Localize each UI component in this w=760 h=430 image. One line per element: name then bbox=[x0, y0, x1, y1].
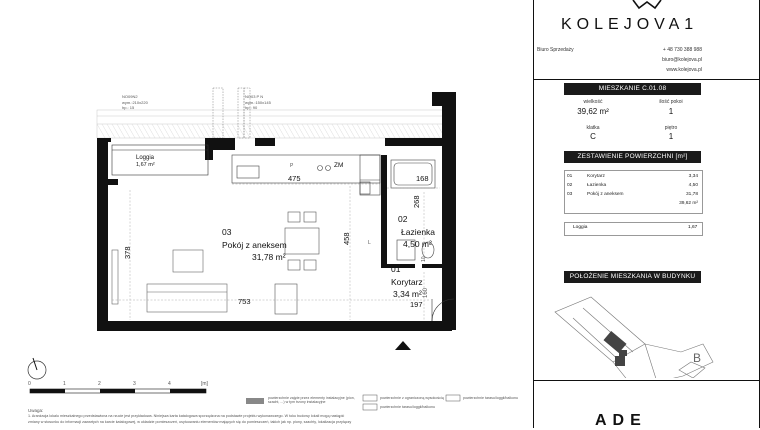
hatch-line bbox=[412, 124, 420, 138]
hatch-line bbox=[352, 124, 360, 138]
legend-text-2: powierzchnie z ograniczoną wysokością bbox=[380, 396, 444, 400]
summary-title: ZESTAWIENIE POWIERZCHNI [m²] bbox=[564, 151, 701, 163]
hatch-line bbox=[152, 124, 160, 138]
hatch-line bbox=[142, 124, 150, 138]
hatch-line bbox=[277, 124, 285, 138]
hatch-line bbox=[367, 124, 375, 138]
dining-set bbox=[275, 212, 319, 314]
fixture-zm: ZM bbox=[334, 162, 344, 169]
table-row-total bbox=[565, 199, 700, 208]
hatch-line bbox=[292, 124, 300, 138]
dim-458: 458 bbox=[342, 232, 351, 245]
dim-168: 168 bbox=[416, 174, 429, 183]
hatch-line bbox=[327, 124, 335, 138]
summary-total: 39,62 m² bbox=[679, 201, 698, 206]
compass-icon bbox=[28, 358, 46, 379]
facade-diagonals bbox=[97, 124, 450, 138]
hatch-line bbox=[127, 124, 135, 138]
hatch-line bbox=[282, 124, 290, 138]
hatch-line bbox=[257, 124, 265, 138]
contact-phone[interactable]: + 48 730 388 988 bbox=[662, 47, 702, 53]
hatch-line bbox=[322, 124, 330, 138]
hatch-line bbox=[382, 124, 390, 138]
hatch-line bbox=[112, 124, 120, 138]
room-hall-name: Korytarz bbox=[391, 277, 423, 287]
hatch-line bbox=[312, 124, 320, 138]
scale-tick-1: 1 bbox=[63, 381, 66, 387]
stair-value: C bbox=[590, 132, 596, 141]
floor-value: 1 bbox=[668, 132, 674, 141]
loggia-area: 1,67 m² bbox=[136, 162, 155, 168]
hatch-line bbox=[397, 124, 405, 138]
hatch-line bbox=[432, 124, 440, 138]
location-map bbox=[553, 292, 733, 378]
rooms-value: 1 bbox=[668, 107, 674, 116]
dim-268: 268 bbox=[412, 195, 421, 208]
room-bath-no: 02 bbox=[398, 214, 408, 224]
entry-arrow-icon bbox=[395, 341, 411, 350]
table-row bbox=[565, 172, 700, 181]
hatch-line bbox=[247, 124, 255, 138]
window2-name: NO03 P N bbox=[245, 94, 264, 99]
hatch-line bbox=[167, 124, 175, 138]
hatch-line bbox=[347, 124, 355, 138]
notes-line1: 1. Aranżacja lokalu mieszkalnego przedstawiona na rzucie jest przykładowa. Niniejsza karta katalogowa sporządzona na podstawie projektu wykonawczego. W toku budowy lokali mogą nastąpić bbox=[28, 414, 345, 418]
hatch-line bbox=[307, 124, 315, 138]
room-bath-name: Łazienka bbox=[401, 227, 436, 237]
window1-name: NO09N2 bbox=[122, 94, 138, 99]
hatch-line bbox=[137, 124, 145, 138]
hatch-line bbox=[182, 124, 190, 138]
legend-swatch-3 bbox=[363, 404, 377, 410]
legend-text-4: powierzchnie tarasu/loggii/balkonu bbox=[463, 396, 518, 400]
notes-heading: Uwaga: bbox=[28, 408, 44, 413]
room-hall-area: 3,34 m² bbox=[393, 289, 422, 299]
row-name: Korytarz bbox=[587, 174, 605, 179]
hatch-line bbox=[422, 124, 430, 138]
scale-tick-2: 2 bbox=[98, 381, 101, 387]
hatch-line bbox=[377, 124, 385, 138]
area-label: wielkość bbox=[583, 99, 603, 105]
hatch-line bbox=[317, 124, 325, 138]
stair-label: klatka bbox=[586, 125, 600, 131]
hatch-line bbox=[232, 124, 240, 138]
hatch-line bbox=[207, 124, 215, 138]
hatch-line bbox=[172, 124, 180, 138]
sidebar-border-left bbox=[533, 0, 534, 428]
contact-email[interactable]: biuro@kolejova.pl bbox=[662, 57, 702, 63]
hatch-line bbox=[417, 124, 425, 138]
dim-197: 197 bbox=[410, 300, 423, 309]
footer-mark: ADE bbox=[595, 412, 647, 429]
hatch-line bbox=[97, 124, 105, 138]
hatch-line bbox=[117, 124, 125, 138]
row-area: 31,78 bbox=[685, 192, 698, 197]
hatch-line bbox=[242, 124, 250, 138]
hatch-line bbox=[357, 124, 365, 138]
window1-dims: wym.:210x220 bbox=[122, 100, 148, 105]
hatch-line bbox=[132, 124, 140, 138]
hatch-line bbox=[402, 124, 410, 138]
loggia-row-name: Loggia bbox=[573, 225, 588, 230]
legend-swatch-4 bbox=[446, 395, 460, 401]
hatch-line bbox=[217, 124, 225, 138]
room-hall-no: 01 bbox=[391, 264, 401, 274]
hatch-line bbox=[297, 124, 305, 138]
apartment-title: MIESZKANIE C.01.08 bbox=[564, 83, 701, 95]
facade-hatch bbox=[97, 110, 443, 138]
hatch-line bbox=[147, 124, 155, 138]
hatch-line bbox=[372, 124, 380, 138]
row-area: 3,34 bbox=[688, 174, 698, 179]
area-value: 39,62 m² bbox=[577, 107, 609, 116]
scale-tick-unit: [m] bbox=[201, 381, 208, 387]
hatch-line bbox=[287, 124, 295, 138]
scale-tick-0: 0 bbox=[28, 381, 31, 387]
rooms-label: ilość pokoi bbox=[659, 99, 683, 105]
hatch-line bbox=[302, 124, 310, 138]
hatch-line bbox=[177, 124, 185, 138]
loggia-name: Loggia bbox=[136, 155, 155, 161]
sofa bbox=[112, 250, 227, 312]
room-main-area: 31,78 m² bbox=[252, 252, 286, 262]
summary-table bbox=[565, 172, 700, 208]
window1-hp: hp.: 15 bbox=[122, 105, 135, 110]
hatch-line bbox=[187, 124, 195, 138]
hatch-line bbox=[107, 124, 115, 138]
room-bath-area: 4,50 m² bbox=[403, 239, 432, 249]
location-title: POŁOŻENIE MIESZKANIA W BUDYNKU bbox=[564, 271, 701, 283]
hatch-line bbox=[332, 124, 340, 138]
scale-tick-4: 4 bbox=[168, 381, 171, 387]
hatch-line bbox=[252, 124, 260, 138]
contact-web[interactable]: www.kolejova.pl bbox=[666, 67, 702, 73]
table-row bbox=[565, 190, 700, 199]
hatch-line bbox=[262, 124, 270, 138]
building-label: B bbox=[693, 351, 702, 365]
row-area: 4,50 bbox=[688, 183, 698, 188]
hatch-line bbox=[202, 124, 210, 138]
sidebar bbox=[533, 0, 760, 428]
hatch-line bbox=[392, 124, 400, 138]
row-no: 03 bbox=[567, 192, 573, 197]
row-name: Łazienka bbox=[587, 183, 607, 188]
hatch-line bbox=[157, 124, 165, 138]
fixture-l: L bbox=[368, 240, 371, 246]
fixture-p: P bbox=[290, 163, 294, 169]
hatch-line bbox=[342, 124, 350, 138]
hatch-line bbox=[122, 124, 130, 138]
room-main-no: 03 bbox=[222, 227, 232, 237]
row-no: 01 bbox=[567, 174, 573, 179]
legend-text-3: powierzchnie tarasu/loggii/balkonu bbox=[380, 405, 435, 409]
row-no: 02 bbox=[567, 183, 573, 188]
floor-label: piętro bbox=[664, 125, 678, 131]
notes-line2: zmiany w stosunku do informacji zawartych na karcie katalogowej, w układzie pomieszczeń, usytuowaniu elementów mających się do pomieszczeń, takich jak np. piony, szachty, lokalizacja przyłączy bbox=[28, 420, 352, 424]
dim-378: 378 bbox=[123, 246, 132, 259]
loggia-row-area: 1,67 bbox=[688, 225, 698, 230]
hatch-line bbox=[227, 124, 235, 138]
room-main-name: Pokój z aneksem bbox=[222, 240, 287, 250]
sidebar-divider-1 bbox=[533, 79, 760, 80]
legend-text-1: powierzchnie zajęte przez elementy instalacyjne (pion, szacht, ...) w tym trzony instalacyjne bbox=[268, 396, 355, 405]
hatch-line bbox=[407, 124, 415, 138]
contact-office: Biuro Sprzedaży bbox=[537, 47, 574, 53]
dim-753: 753 bbox=[238, 297, 251, 306]
dim-10: 10 bbox=[421, 256, 427, 262]
hatch-line bbox=[267, 124, 275, 138]
hatch-line bbox=[102, 124, 110, 138]
window2-dims: wym.:150x145 bbox=[245, 100, 271, 105]
dim-475: 475 bbox=[288, 174, 301, 183]
sidebar-divider-2 bbox=[533, 380, 760, 381]
logo-mark-icon bbox=[627, 0, 667, 12]
window2-hp: hp.: 90 bbox=[245, 105, 258, 110]
kitchen bbox=[232, 155, 380, 195]
table-row bbox=[565, 181, 700, 190]
hatch-line bbox=[387, 124, 395, 138]
hatch-line bbox=[337, 124, 345, 138]
hatch-line bbox=[197, 124, 205, 138]
loggia-outline bbox=[112, 145, 208, 175]
hatch-line bbox=[192, 124, 200, 138]
hatch-line bbox=[427, 124, 435, 138]
brand-name: KOLEJOVA1 bbox=[561, 16, 699, 33]
legend-swatch-1 bbox=[246, 398, 264, 404]
hatch-line bbox=[362, 124, 370, 138]
row-name: Pokój z aneksem bbox=[587, 192, 624, 197]
dim-160: 160 bbox=[423, 287, 429, 298]
scale-tick-3: 3 bbox=[133, 381, 136, 387]
hatch-line bbox=[162, 124, 170, 138]
legend-swatch-2 bbox=[363, 395, 377, 401]
scale-bar bbox=[30, 389, 206, 393]
hatch-line bbox=[272, 124, 280, 138]
